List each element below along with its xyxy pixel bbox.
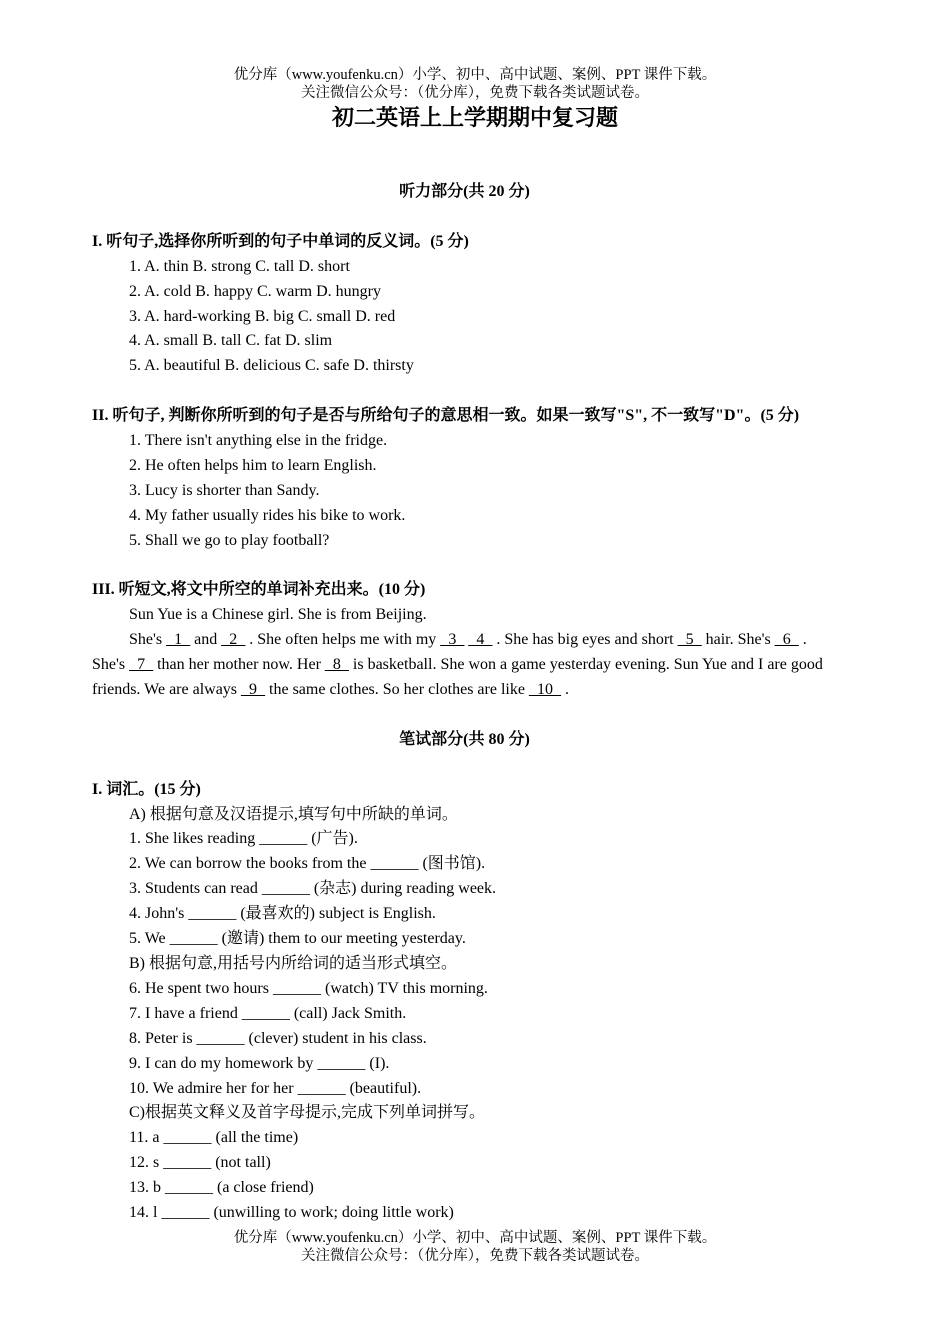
list-item: 8. Peter is ______ (clever) student in his class. [129,1029,427,1047]
blank-6[interactable]: _6_ [774,631,799,649]
header-line-1: 优分库（www.youfenku.cn）小学、初中、高中试题、案例、PPT 课件下载。 [233,67,717,83]
blank-1[interactable]: _1_ [166,631,191,649]
footer-line-2: 关注微信公众号：（优分库），免费下载各类试题试卷。 [301,1248,649,1264]
list-item: 4. John's ______ (最喜欢的) subject is English. [129,905,436,923]
list-item: 5. Shall we go to play football? [129,531,330,549]
passage-paragraph: She's _1_ and _2_ . She often helps me with my _3_ _4_ . She has big eyes and short _5_ hair. She's _6_ . She's _7_ than her mother now. Her _8_ is basketball. She won a game yesterday evening. Sun Yue and I are good friends. We are always _9_ the same clothes. So her clothes are like _10_ . [92,631,823,699]
list-item: 5. We ______ (邀请) them to our meeting yesterday. [129,930,466,948]
blank-4[interactable]: _4_ [468,631,493,649]
list-item: 13. b ______ (a close friend) [129,1179,314,1197]
blank-5[interactable]: _5_ [677,631,702,649]
list-item: 5. A. beautiful B. delicious C. safe D. thirsty [129,357,414,375]
header-line-2: 关注微信公众号：（优分库），免费下载各类试题试卷。 [301,85,649,101]
list-item: 2. He often helps him to learn English. [129,456,377,474]
list-item: 4. My father usually rides his bike to work. [129,506,406,524]
list-item: 10. We admire her for her ______ (beautiful). [129,1079,422,1097]
list-item: 14. l ______ (unwilling to work; doing little work) [129,1204,454,1222]
list-item: 1. A. thin B. strong C. tall D. short [129,257,350,275]
vocab-c-heading: C)根据英文释义及首字母提示,完成下列单词拼写。 [129,1104,486,1122]
list-item: 6. He spent two hours ______ (watch) TV this morning. [129,979,488,997]
page-header [0,66,950,102]
list-item: 11. a ______ (all the time) [129,1129,299,1147]
blank-8[interactable]: _8_ [324,656,349,674]
list-item: 1. She likes reading ______ (广告). [129,830,358,848]
blank-9[interactable]: _9_ [241,681,266,699]
list-item: 1. There isn't anything else in the fridge. [129,432,388,450]
page-title: 初二英语上上学期期中复习题 [331,105,618,130]
list-item: 2. We can borrow the books from the ______ (图书馆). [129,855,486,873]
blank-7[interactable]: _7_ [129,656,154,674]
list-item: 3. Students can read ______ (杂志) during reading week. [129,880,497,898]
list-item: 9. I can do my homework by ______ (I). [129,1054,390,1072]
list-item: 3. A. hard-working B. big C. small D. red [129,307,396,325]
list-item: 4. A. small B. tall C. fat D. slim [129,332,333,350]
list-item: 7. I have a friend ______ (call) Jack Smith. [129,1004,407,1022]
listening-part1-heading: I. 听句子,选择你所听到的句子中单词的反义词。(5 分) [92,232,469,250]
listening-heading: 听力部分(共 20 分) [399,183,530,200]
passage-line: Sun Yue is a Chinese girl. She is from Beijing. [129,606,427,624]
list-item: 2. A. cold B. happy C. warm D. hungry [129,282,381,300]
list-item: 12. s ______ (not tall) [129,1154,271,1172]
vocab-a-heading: A) 根据句意及汉语提示,填写句中所缺的单词。 [129,805,458,823]
list-item: 3. Lucy is shorter than Sandy. [129,481,320,499]
page-footer [0,1229,950,1265]
vocab-b-heading: B) 根据句意,用括号内所给词的适当形式填空。 [129,955,458,973]
blank-2[interactable]: _2_ [221,631,246,649]
footer-line-1: 优分库（www.youfenku.cn）小学、初中、高中试题、案例、PPT 课件下载。 [233,1230,717,1246]
blank-3[interactable]: _3_ [440,631,465,649]
listening-part3-heading: III. 听短文,将文中所空的单词补充出来。(10 分) [92,581,426,599]
blank-10[interactable]: _10_ [528,681,561,699]
vocab-heading: I. 词汇。(15 分) [92,780,201,798]
listening-part2-heading: II. 听句子, 判断你所听到的句子是否与所给句子的意思相一致。如果一致写"S", 不一致写"D"。(5 分) [92,407,800,425]
exam-body [92,180,837,1226]
written-heading: 笔试部分(共 80 分) [399,730,530,748]
